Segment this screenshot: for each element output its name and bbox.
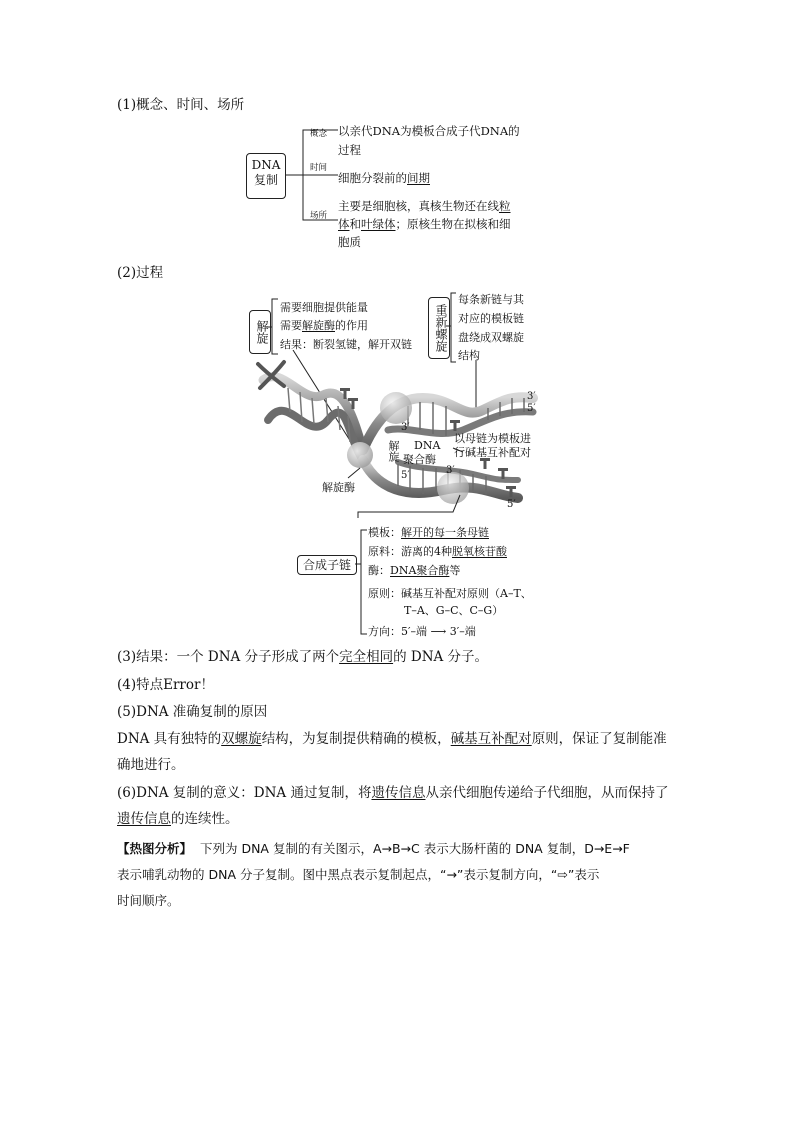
fig-label-dna: DNA: [414, 439, 441, 452]
synth-material: 原料：游离的4种脱氧核苷酸: [368, 545, 507, 558]
fig-label-polymerase: 聚合酶: [403, 453, 436, 466]
synthesis-box: 合成子链: [297, 555, 357, 575]
unwind-line-3: 结果：断裂氢键，解开双链: [280, 338, 412, 351]
unwind-line-1: 需要细胞提供能量: [280, 301, 368, 314]
end-3-top: 3′: [527, 391, 536, 402]
unwind-bracket: [266, 296, 280, 358]
end-3-low: 3′: [446, 465, 455, 476]
paragraph-result: (3)结果：一个 DNA 分子形成了两个完全相同的 DNA 分子。: [117, 649, 489, 665]
unwind-box: 解旋: [249, 310, 271, 354]
paragraph-accuracy: DNA 具有独特的双螺旋结构，为复制提供精确的模板，碱基互补配对原则，保证了复制能准 确地进行。: [117, 731, 667, 773]
respiral-line-2: 对应的模板链: [458, 312, 524, 325]
paragraph-features: (4)特点Error！: [117, 677, 214, 693]
end-3-mid: 3′: [401, 422, 410, 433]
concept-text-1: 以亲代DNA为模板合成子代DNA的: [338, 124, 520, 138]
unwind-line-2: 需要解旋酶的作用: [280, 319, 368, 332]
place-text-3: 胞质: [338, 235, 361, 249]
respiral-box: 重新螺旋: [428, 297, 450, 359]
respiral-line-4: 结构: [458, 349, 480, 362]
dna-replication-label: DNA复制: [251, 158, 281, 187]
label-time: 时间: [310, 163, 328, 173]
fig-label-template-1: 以母链为模板进: [454, 432, 531, 445]
synth-enzyme: 酶：DNA聚合酶等: [368, 564, 461, 577]
heading-process: (2)过程: [117, 265, 164, 281]
paragraph-accuracy-heading: (5)DNA 准确复制的原因: [117, 704, 268, 720]
paragraph-significance: (6)DNA 复制的意义：DNA 通过复制，将遗传信息从亲代细胞传递给子代细胞，从而保持了 遗传信息的连续性。: [117, 785, 669, 827]
hot-figure-tag: 【热图分析】: [117, 841, 193, 856]
end-5-mid: 5′: [401, 470, 410, 481]
synth-template: 模板：解开的每一条母链: [368, 526, 489, 539]
place-text-2: 体和叶绿体；原核生物在拟核和细: [338, 217, 511, 231]
concept-text-2: 过程: [338, 143, 361, 157]
time-underline: 间期: [407, 171, 430, 185]
label-place: 场所: [310, 211, 328, 221]
label-concept: 概念: [310, 129, 328, 139]
fig-label-template-2: 行碱基互补配对: [454, 446, 531, 459]
fig-label-helicase: 解旋酶: [322, 481, 355, 494]
synthesis-bracket: [355, 522, 369, 640]
synth-direction: 方向：5′–端 ⟶ 3′–端: [368, 625, 476, 638]
end-5-top: 5′: [527, 403, 536, 414]
synth-principle-1: 原则：碱基互补配对原则（A–T、: [368, 587, 532, 600]
fig-label-unwind: 解旋: [387, 440, 400, 462]
time-text: 细胞分裂前的间期: [338, 171, 430, 185]
respiral-line-1: 每条新链与其: [458, 293, 524, 306]
dna-replication-box: [246, 153, 286, 199]
heading-concept-time-place: (1)概念、时间、场所: [117, 97, 245, 113]
place-text-1: 主要是细胞核，真核生物还在线粒: [338, 199, 511, 213]
end-5-low: 5′: [507, 499, 516, 510]
paragraph-hot-figure: 【热图分析】 下列为 DNA 复制的有关图示，A→B→C 表示大肠杆菌的 DNA 复制，D→E→F 表示哺乳动物的 DNA 分子复制。图中黑点表示复制起点，“→”表示复制方向，“⇨”表示 时间顺序。: [117, 841, 630, 908]
synth-principle-2: T–A、G–C、C–G）: [404, 604, 504, 617]
respiral-line-3: 盘绕成双螺旋: [458, 331, 524, 344]
